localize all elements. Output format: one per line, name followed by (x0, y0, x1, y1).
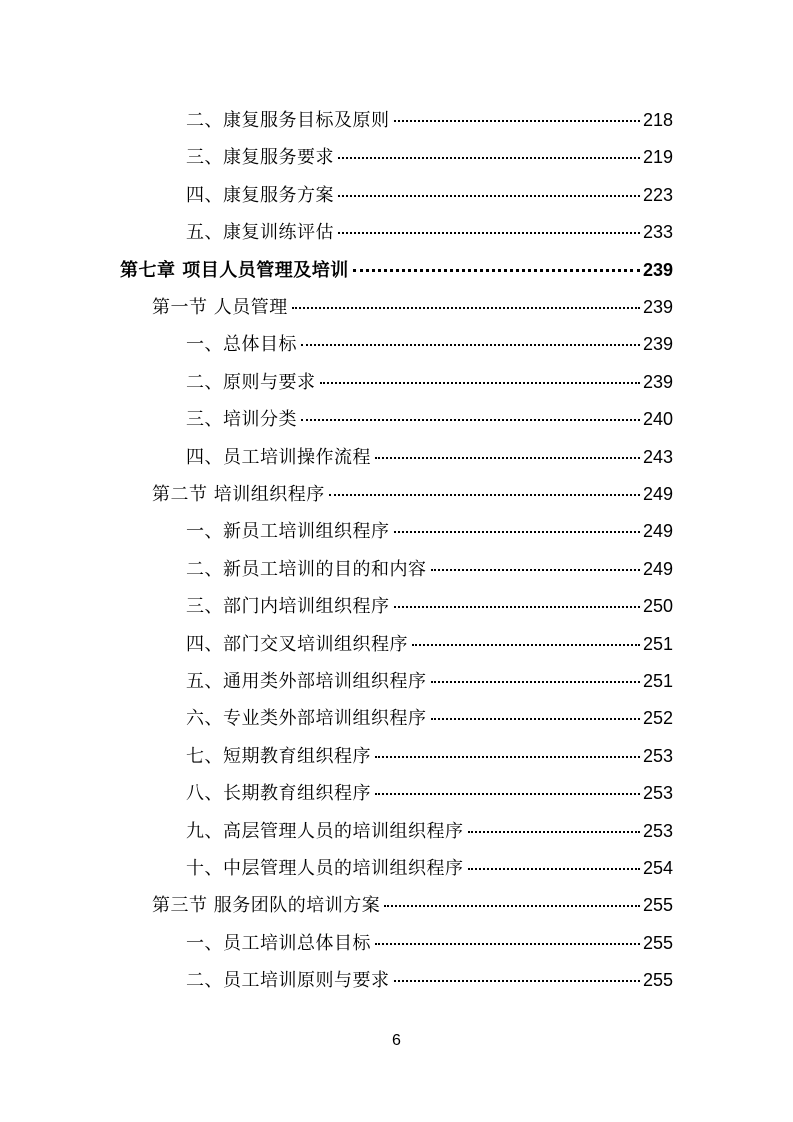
toc-entry-title: 第一节 人员管理 (152, 297, 288, 318)
toc-item-entry[interactable] (186, 741, 673, 771)
toc-dot-leader (431, 718, 640, 720)
toc-item-entry[interactable] (186, 516, 673, 546)
toc-entry-page-number: 239 (642, 371, 673, 392)
toc-item-entry[interactable] (186, 965, 673, 995)
toc-dot-leader (301, 419, 640, 421)
toc-entry-page-number: 253 (642, 783, 673, 804)
toc-item-entry[interactable] (186, 367, 673, 397)
toc-dot-leader (394, 531, 640, 533)
toc-entry-title: 一、员工培训总体目标 (186, 932, 371, 954)
toc-item-entry[interactable] (186, 404, 673, 434)
toc-item-entry[interactable] (186, 554, 673, 584)
toc-section-entry[interactable] (152, 292, 673, 322)
toc-entry-title: 四、员工培训操作流程 (186, 446, 371, 468)
toc-item-entry[interactable] (186, 703, 673, 733)
toc-dot-leader (292, 307, 640, 309)
toc-item-entry[interactable] (186, 217, 673, 247)
toc-entry-page-number: 239 (642, 297, 673, 317)
toc-entry-title: 一、新员工培训组织程序 (186, 521, 390, 543)
toc-section-entry[interactable] (152, 479, 673, 509)
toc-entry-title: 五、通用类外部培训组织程序 (186, 671, 427, 692)
toc-item-entry[interactable] (186, 666, 673, 696)
toc-item-entry[interactable] (186, 442, 673, 472)
toc-dot-leader (431, 681, 640, 683)
toc-entry-title: 二、员工培训原则与要求 (186, 970, 390, 992)
toc-section-entry[interactable] (152, 890, 673, 920)
toc-entry-title: 二、原则与要求 (186, 371, 316, 393)
toc-entry-title: 第三节 服务团队的培训方案 (152, 895, 381, 917)
toc-entry-page-number: 251 (642, 633, 673, 654)
toc-entry-page-number: 240 (642, 409, 673, 430)
toc-entry-page-number: 255 (642, 895, 673, 916)
toc-entry-title: 七、短期教育组织程序 (186, 745, 371, 767)
toc-item-entry[interactable] (186, 629, 673, 659)
toc-dot-leader (412, 644, 640, 646)
toc-dot-leader (320, 382, 640, 384)
toc-entry-title: 二、新员工培训的目的和内容 (186, 558, 427, 580)
toc-dot-leader (394, 606, 640, 608)
toc-item-entry[interactable] (186, 928, 673, 958)
toc-entry-page-number: 253 (642, 820, 673, 841)
toc-dot-leader (384, 905, 640, 907)
toc-item-entry[interactable] (186, 105, 673, 135)
toc-dot-leader (353, 269, 640, 272)
toc-entry-title: 第二节 培训组织程序 (152, 484, 325, 505)
toc-dot-leader (468, 831, 640, 833)
toc-entry-page-number: 243 (642, 446, 673, 467)
toc-entry-title: 一、总体目标 (186, 334, 297, 356)
page-number: 6 (392, 1032, 401, 1049)
toc-entry-page-number: 218 (642, 110, 673, 130)
toc-entry-page-number: 255 (642, 932, 673, 953)
toc-dot-leader (375, 756, 640, 758)
toc-entry-page-number: 252 (642, 708, 673, 729)
toc-dot-leader (329, 494, 640, 496)
toc-item-entry[interactable] (186, 778, 673, 808)
toc-dot-leader (394, 120, 640, 122)
toc-item-entry[interactable] (186, 329, 673, 359)
toc-dot-leader (375, 943, 640, 945)
toc-entry-page-number: 249 (642, 558, 673, 579)
toc-entry-page-number: 239 (642, 334, 673, 355)
toc-dot-leader (338, 195, 640, 197)
toc-entry-page-number: 254 (642, 858, 673, 878)
toc-entry-page-number: 249 (642, 521, 673, 542)
toc-entry-page-number: 253 (642, 745, 673, 766)
toc-dot-leader (394, 980, 640, 982)
toc-entry-title: 三、培训分类 (186, 409, 297, 431)
toc-dot-leader (375, 793, 640, 795)
toc-entry-title: 四、部门交叉培训组织程序 (186, 633, 408, 655)
toc-entry-page-number: 233 (642, 222, 673, 243)
toc-item-entry[interactable] (186, 180, 673, 210)
toc-entry-page-number: 255 (642, 970, 673, 991)
toc-entry-title: 三、康复服务要求 (186, 147, 334, 169)
toc-chapter-entry[interactable] (120, 255, 673, 285)
toc-item-entry[interactable] (186, 816, 673, 846)
toc-entry-title: 八、长期教育组织程序 (186, 783, 371, 805)
toc-dot-leader (301, 344, 640, 346)
toc-dot-leader (468, 868, 640, 870)
toc-item-entry[interactable] (186, 591, 673, 621)
toc-entry-title: 二、康复服务目标及原则 (186, 110, 390, 131)
toc-entry-page-number: 219 (642, 147, 673, 168)
toc-entry-title: 四、康复服务方案 (186, 184, 334, 206)
toc-entry-title: 六、专业类外部培训组织程序 (186, 708, 427, 730)
toc-entry-title: 十、中层管理人员的培训组织程序 (186, 858, 464, 879)
toc-entry-page-number: 239 (642, 259, 673, 280)
toc-entry-page-number: 250 (642, 596, 673, 617)
toc-dot-leader (375, 457, 640, 459)
toc-entry-title: 五、康复训练评估 (186, 222, 334, 244)
toc-entry-title: 三、部门内培训组织程序 (186, 596, 390, 618)
toc-entry-page-number: 249 (642, 484, 673, 504)
toc-dot-leader (338, 232, 640, 234)
toc-entry-title: 第七章 项目人员管理及培训 (120, 259, 349, 281)
toc-item-entry[interactable] (186, 853, 673, 883)
toc-entry-page-number: 251 (642, 671, 673, 691)
toc-entry-page-number: 223 (642, 184, 673, 205)
toc-dot-leader (431, 569, 640, 571)
toc-entry-title: 九、高层管理人员的培训组织程序 (186, 820, 464, 842)
toc-item-entry[interactable] (186, 142, 673, 172)
toc-dot-leader (338, 157, 640, 159)
